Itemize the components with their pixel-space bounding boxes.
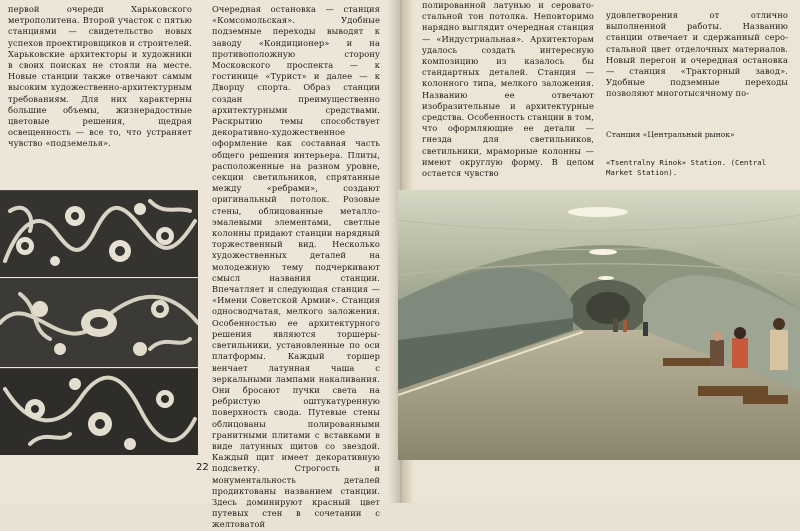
paragraph: полированной латунью и серовато-стальной тон потолка. Неповторимо нарядно выглядит очередная станция — «Индустриальная». Архитекторам удалось создать интересную композицию из казалось бы стандартных деталей. Станция — колонного типа, мелкого заложения. Названию ее отвечают изобразительные и архитектурные средства. Особенность станции в том, что оформляющие ее детали — гнезда для светильников, светильники, мраморные колонны — имеют округлую форму. В целом остается чувство — [422, 0, 594, 179]
left-column-2-text — [212, 4, 380, 531]
photo-caption-russian: Станция «Центральный рынок» — [606, 130, 735, 139]
photo-caption-english: «Tsentralny Rinok» Station. (Central Market Station). — [606, 158, 767, 177]
ornament-panel-middle — [0, 278, 198, 367]
ornament-pattern-image — [0, 191, 198, 277]
ornament-panel-bottom — [0, 368, 198, 455]
right-column-2-text — [606, 10, 788, 100]
right-column-1-text — [422, 0, 594, 179]
ornament-pattern-image — [0, 369, 198, 455]
paragraph: первой очереди Харьковского метрополитена. Второй участок с пятью станциями — свидетельство новых успехов проектировщиков и строителей. Харьковские архитекторы и художники в своих поисках не стояли на месте. Новые станции также отвечают самым высоким художественно-архитектурным требованиям. Для них характерны большие объемы, жизнерадостные цветовые решения, щедрая освещенность — все то, что устраняет чувство «подземелья». — [8, 4, 192, 149]
station-interior-image — [398, 190, 800, 460]
paragraph: Очередная остановка — станция «Комсомольская». Удобные подземные переходы выводят к заводу «Кондиционер» и на противоположную сторону Московского проспекта — к гостинице «Турист» и далее — к Дворцу спорта. Образ станции создан преимущественно архитектурными средствами. Раскрытию темы способствует декоративно-художественное оформление как составная часть общего решения интерьера. Плиты, расположенные на разном уровне, секции светильников, спрятанные между «ребрами», создают оригинальный потолок. Розовые стены, облицованные металло-эмалевыми элементами, светлые колонны придают станции нарядный торжественный вид. Несколько художественных деталей на молодежную тему подчеркивают смысл названия станции. Впечатляет и следующая станция — «Имени Советской Армии». Станция односводчатая, мелкого заложения. Особенностью ее архитектурного решения являются торшеры-светильники, установленные по оси платформы. Каждый торшер венчает латунная чаша с зеркальными лампами накаливания. Они бросают пучки света на ребристую оштукатуренную поверхность свода. Путевые стены облицованы полированными гранитными плитами с вставками в виде латунных щитов со звездой. Каждый щит имеет декоративную подсветку. Строгость и монументальность деталей продиктованы названием станции. Здесь доминируют красный цвет путевых стен в сочетании с желтоватой — [212, 4, 380, 530]
ornament-panel-top — [0, 190, 198, 277]
ornament-pattern-image — [0, 279, 198, 367]
left-column-1-text — [8, 4, 192, 150]
paragraph: удовлетворения от отлично выполненной работы. Названию станции отвечает и сдержанный серо-стальной цвет отделочных материалов. Новый перегон и очередная остановка — станция «Тракторный завод». Удобные подземные переходы позволяют многотысячному по- — [606, 10, 788, 99]
page-number: 22 — [196, 462, 209, 473]
metro-station-photo — [398, 190, 800, 460]
